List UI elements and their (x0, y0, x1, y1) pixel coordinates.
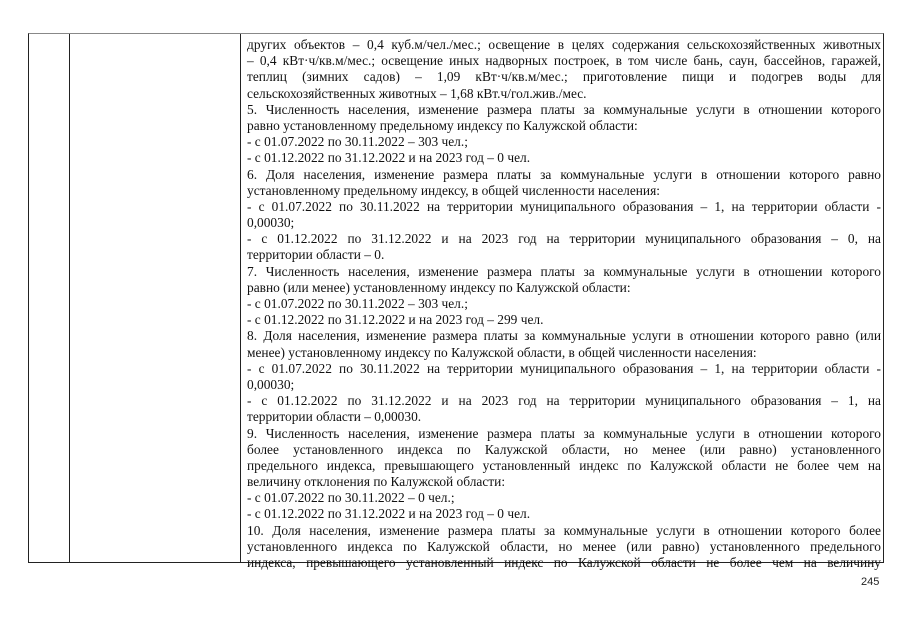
text-line: - с 01.07.2022 по 30.11.2022 на территории муниципального образования – 1, на территории области - (247, 360, 881, 376)
text-line: - с 01.07.2022 по 30.11.2022 – 303 чел.; (247, 296, 468, 311)
text-line: менее) установленному индексу по Калужской области, в общей численности населения: (247, 344, 757, 360)
text-line: - с 01.12.2022 по 31.12.2022 и на 2023 год – 299 чел. (247, 312, 544, 328)
text-line: территории области – 0,00030. (247, 409, 422, 425)
text-line: 6. Доля населения, изменение размера платы за коммунальные услуги в отношении которого равно (247, 166, 881, 182)
text-line: - с 01.07.2022 по 30.11.2022 – 0 чел.; (247, 490, 455, 506)
text-line: 9. Численность населения, изменение размера платы за коммунальные услуги в отношении которого (247, 425, 881, 441)
text-line: величину отклонения по Калужской области: (247, 474, 506, 490)
text-line: 0,00030; (247, 215, 295, 231)
text-line: равно установленному предельному индексу по Калужской области: (247, 117, 638, 133)
text-line: предельного индекса, превышающего установленный индекс по Калужской области не более чем на (247, 457, 881, 473)
text-line: сельскохозяйственных животных – 1,68 кВт.ч/гол.жив./мес. (247, 85, 587, 101)
column-divider (69, 34, 70, 562)
text-line: теплиц (зимних садов) – 1,09 кВт·ч/кв.м/мес.; приготовление пищи и подогрев воды для (247, 69, 881, 85)
text-line: 8. Доля населения, изменение размера платы за коммунальные услуги в отношении которого равно (или (247, 328, 881, 344)
text-line: - с 01.12.2022 по 31.12.2022 и на 2023 год на территории муниципального образования – 0, на (247, 231, 881, 247)
text-line: индекса, превышающего установленный индекс по Калужской области не более чем на величину (247, 555, 881, 570)
text-line: более установленного индекса по Калужской области, но менее (или равно) установленного (247, 441, 881, 457)
text-line: - с 01.12.2022 по 31.12.2022 и на 2023 год на территории муниципального образования – 1, на (247, 393, 881, 409)
text-line: – 0,4 кВт·ч/кв.м/мес.; освещение иных надворных построек, в том числе бань, саун, бассейнов, гаражей, (247, 53, 881, 69)
text-line: - с 01.12.2022 по 31.12.2022 и на 2023 год – 0 чел. (247, 150, 531, 166)
text-line: 0,00030; (247, 376, 295, 392)
text-line: других объектов – 0,4 куб.м/чел./мес.; освещение в целях содержания сельскохозяйственных животных (247, 37, 881, 52)
document-table (28, 33, 884, 570)
text-line: - с 01.07.2022 по 30.11.2022 – 303 чел.; (247, 134, 468, 150)
column-divider (240, 34, 241, 562)
text-line: установленному предельному индексу, в общей численности населения: (247, 182, 660, 198)
table-cell-text (247, 37, 881, 571)
text-line: территории области – 0. (247, 247, 385, 263)
text-line: 10. Доля населения, изменение размера платы за коммунальные услуги в отношении которого более (247, 522, 881, 538)
text-line: 7. Численность населения, изменение размера платы за коммунальные услуги в отношении которого (247, 263, 881, 279)
text-line: установленного индекса по Калужской области, но менее (или равно) установленного предельного (247, 538, 881, 554)
page-number: 245 (861, 576, 880, 588)
text-line: - с 01.07.2022 по 30.11.2022 на территории муниципального образования – 1, на территории области - (247, 198, 881, 214)
text-line: - с 01.12.2022 по 31.12.2022 и на 2023 год – 0 чел. (247, 506, 531, 522)
text-line: 5. Численность населения, изменение размера платы за коммунальные услуги в отношении которого (247, 101, 881, 117)
text-line: равно (или менее) установленному индексу по Калужской области: (247, 279, 631, 295)
